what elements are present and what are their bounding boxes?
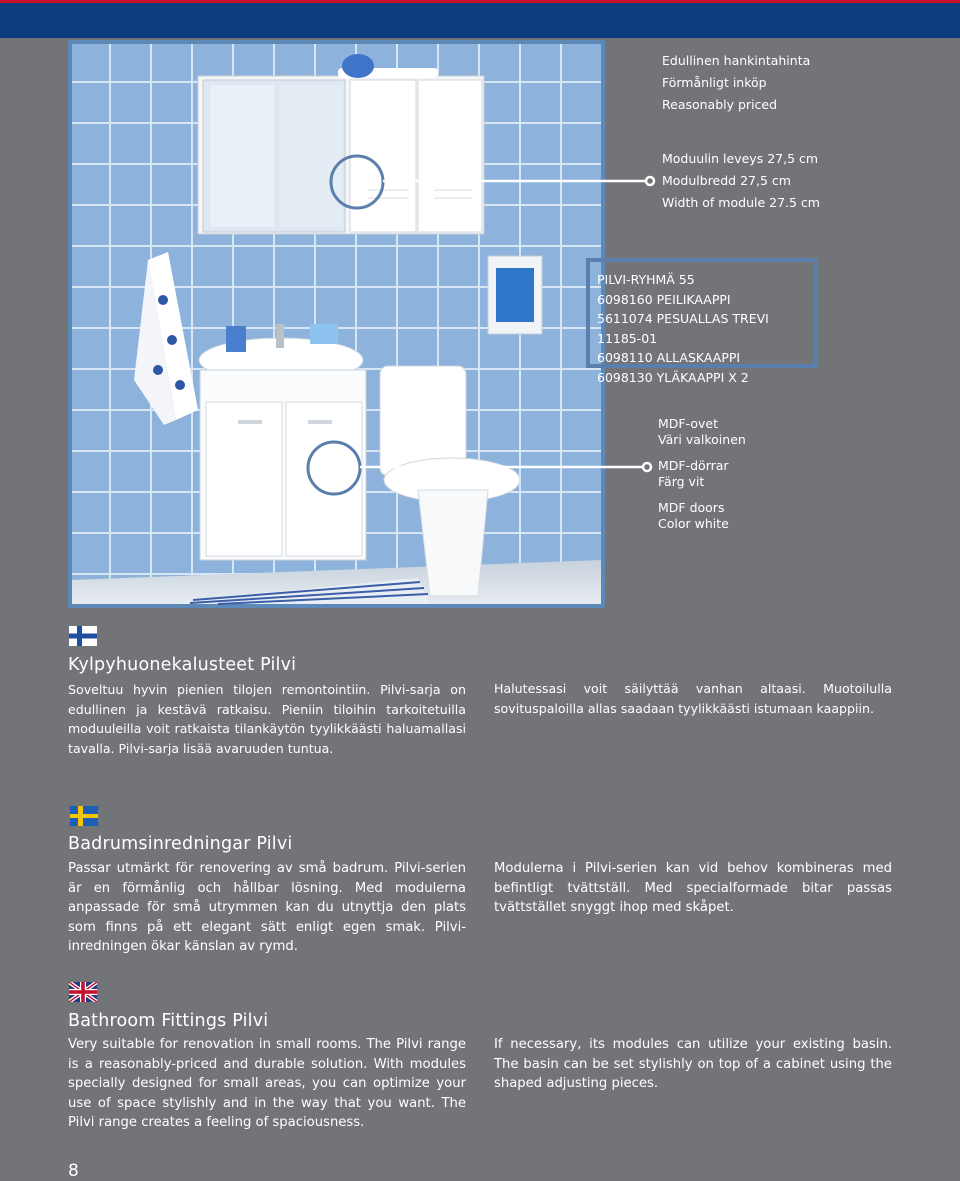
product-item: 5611074 PESUALLAS TREVI 11185-01	[597, 311, 769, 346]
product-group-title: PILVI-RYHMÄ 55	[597, 272, 695, 287]
module-sv: Modulbredd 27,5 cm	[662, 173, 791, 188]
swedish-right-paragraph: Modulerna i Pilvi-serien kan vid behov kombineras med befintligt tvättställ. Med specialformade bitar passas tvättstället snyggt ihop med skåpet.	[494, 861, 892, 915]
module-width-feature	[662, 148, 820, 214]
product-item: 6098130 YLÄKAAPPI X 2	[597, 369, 749, 385]
product-group-box	[586, 258, 818, 385]
doors-en-material: MDF doors	[658, 500, 725, 515]
sink-cabinet	[199, 324, 366, 560]
price-sv: Förmånligt inköp	[662, 75, 767, 90]
bathroom-photo	[68, 40, 605, 608]
doors-en-color: Color white	[658, 516, 729, 531]
price-feature	[662, 50, 810, 116]
price-en: Reasonably priced	[662, 97, 778, 112]
uk-flag-icon	[69, 982, 97, 1002]
header-bar	[0, 0, 960, 38]
doors-sv-material: MDF-dörrar	[658, 458, 729, 473]
finnish-title: Kylpyhuonekalusteet Pilvi	[68, 655, 297, 675]
doors-feature	[658, 416, 746, 532]
finnish-left-paragraph: Soveltuu hyvin pienien tilojen remontointiin. Pilvi-sarja on edullinen ja kestävä ratkaisu. Pieniin tiloihin tarkoitetuilla moduuleilla voit ratkaista tilankäytön tyylikkäästi haluamallasi tavalla. Pilvi-sarja lisää avaruuden tuntua.	[68, 682, 466, 756]
english-right-paragraph: If necessary, its modules can utilize your existing basin. The basin can be set stylishly on top of a cabinet using the shaped adjusting pieces.	[494, 1037, 892, 1091]
header-accent-line	[0, 0, 960, 3]
page-number: 8	[68, 1161, 79, 1181]
bathroom-illustration	[68, 40, 605, 608]
english-left-paragraph: Very suitable for renovation in small rooms. The Pilvi range is a reasonably-priced and durable solution. With modules specially designed for small areas, you can optimize your use of space stylishly and in the way that you want. The Pilvi range creates a feeling of spaciousness.	[68, 1037, 466, 1130]
module-en: Width of module 27.5 cm	[662, 195, 820, 210]
doors-fi-material: MDF-ovet	[658, 416, 718, 431]
english-title: Bathroom Fittings Pilvi	[68, 1011, 269, 1031]
price-fi: Edullinen hankintahinta	[662, 53, 811, 68]
flush-panel	[488, 256, 542, 334]
sweden-flag-icon	[70, 806, 98, 826]
module-fi: Moduulin leveys 27,5 cm	[662, 151, 819, 166]
product-item: 6098110 ALLASKAAPPI	[597, 350, 741, 365]
doors-fi-color: Väri valkoinen	[658, 432, 746, 447]
swedish-title: Badrumsinredningar Pilvi	[68, 834, 293, 854]
mirror-cabinet	[198, 54, 484, 234]
product-item: 6098160 PEILIKAAPPI	[597, 291, 731, 307]
finnish-right-paragraph: Halutessasi voit säilyttää vanhan altaasi. Muotoilulla sovituspaloilla allas saadaan tyylikkäästi istumaan kaappiin.	[494, 681, 892, 716]
swedish-left-paragraph: Passar utmärkt för renovering av små badrum. Pilvi-serien är en förmånlig och hållbar lösning. Med modulerna anpassade för små utrymmen kan du utnyttja den plats som finns på ett elegant sätt enligt egen smak. Pilvi-inredningen ökar känslan av rymd.	[68, 861, 466, 954]
doors-sv-color: Färg vit	[658, 474, 705, 489]
finland-flag-icon	[69, 626, 97, 646]
